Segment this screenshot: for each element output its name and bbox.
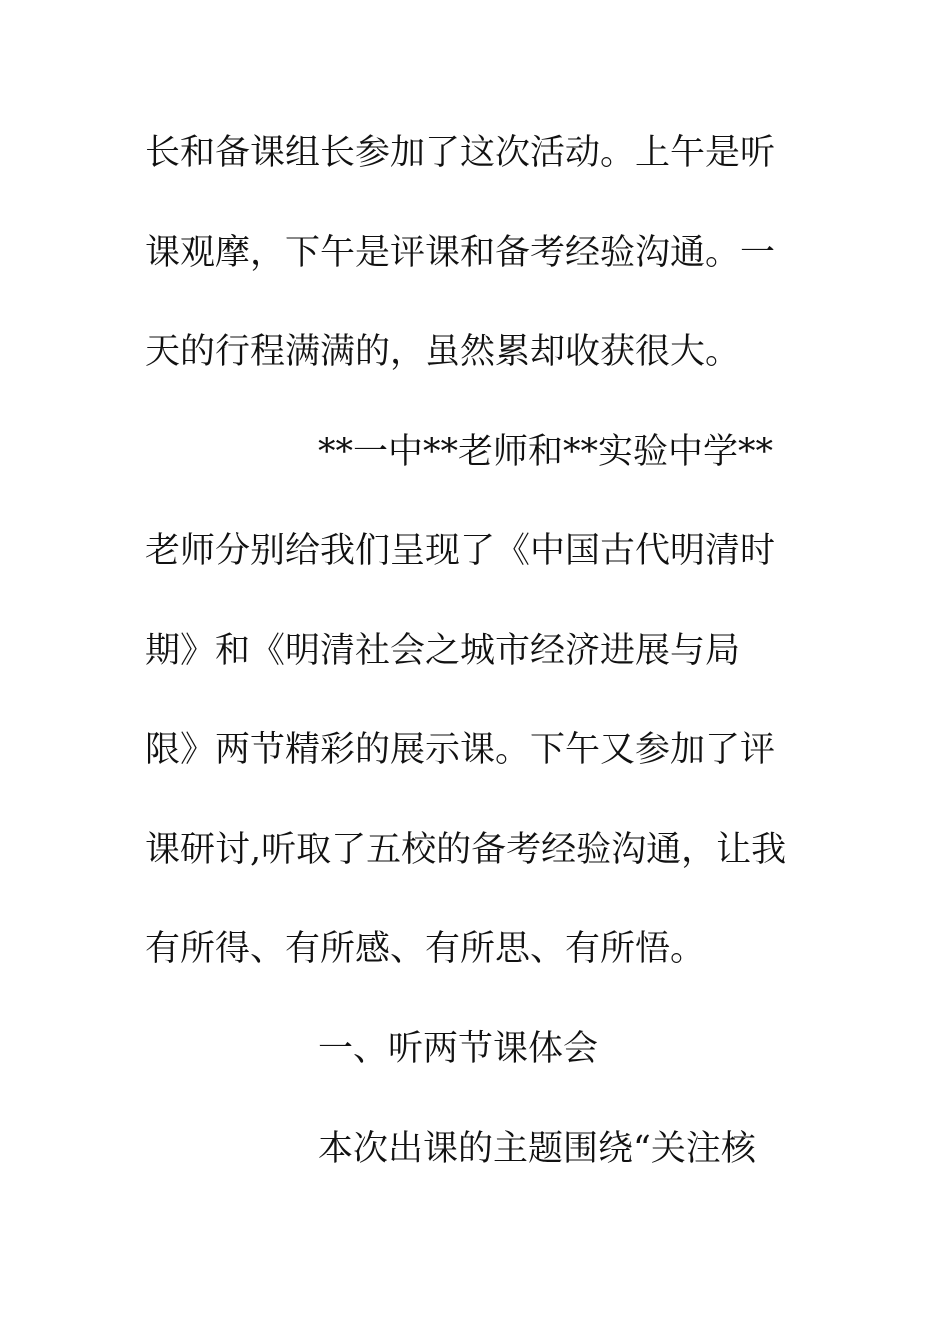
- text-line-8: 课研讨,听取了五校的备考经验沟通，让我: [145, 830, 787, 870]
- text-line-1: 长和备课组长参加了这次活动。上午是听: [145, 133, 776, 173]
- text-line-9: 有所得、有所感、有所思、有所悟。: [145, 929, 706, 969]
- text-line-2: 课观摩，下午是评课和备考经验沟通。一: [145, 233, 776, 273]
- section-heading: 一、听两节课体会: [318, 1029, 599, 1069]
- text-line-11: 本次出课的主题围绕“关注核: [318, 1129, 756, 1169]
- text-line-4: **一中**老师和**实验中学**: [318, 432, 774, 472]
- text-line-3: 天的行程满满的，虽然累却收获很大。: [145, 332, 741, 372]
- text-line-7: 限》两节精彩的展示课。下午又参加了评: [145, 730, 776, 770]
- text-line-6: 期》和《明清社会之城市经济进展与局: [145, 631, 741, 671]
- text-line-5: 老师分别给我们呈现了《中国古代明清时: [145, 531, 776, 571]
